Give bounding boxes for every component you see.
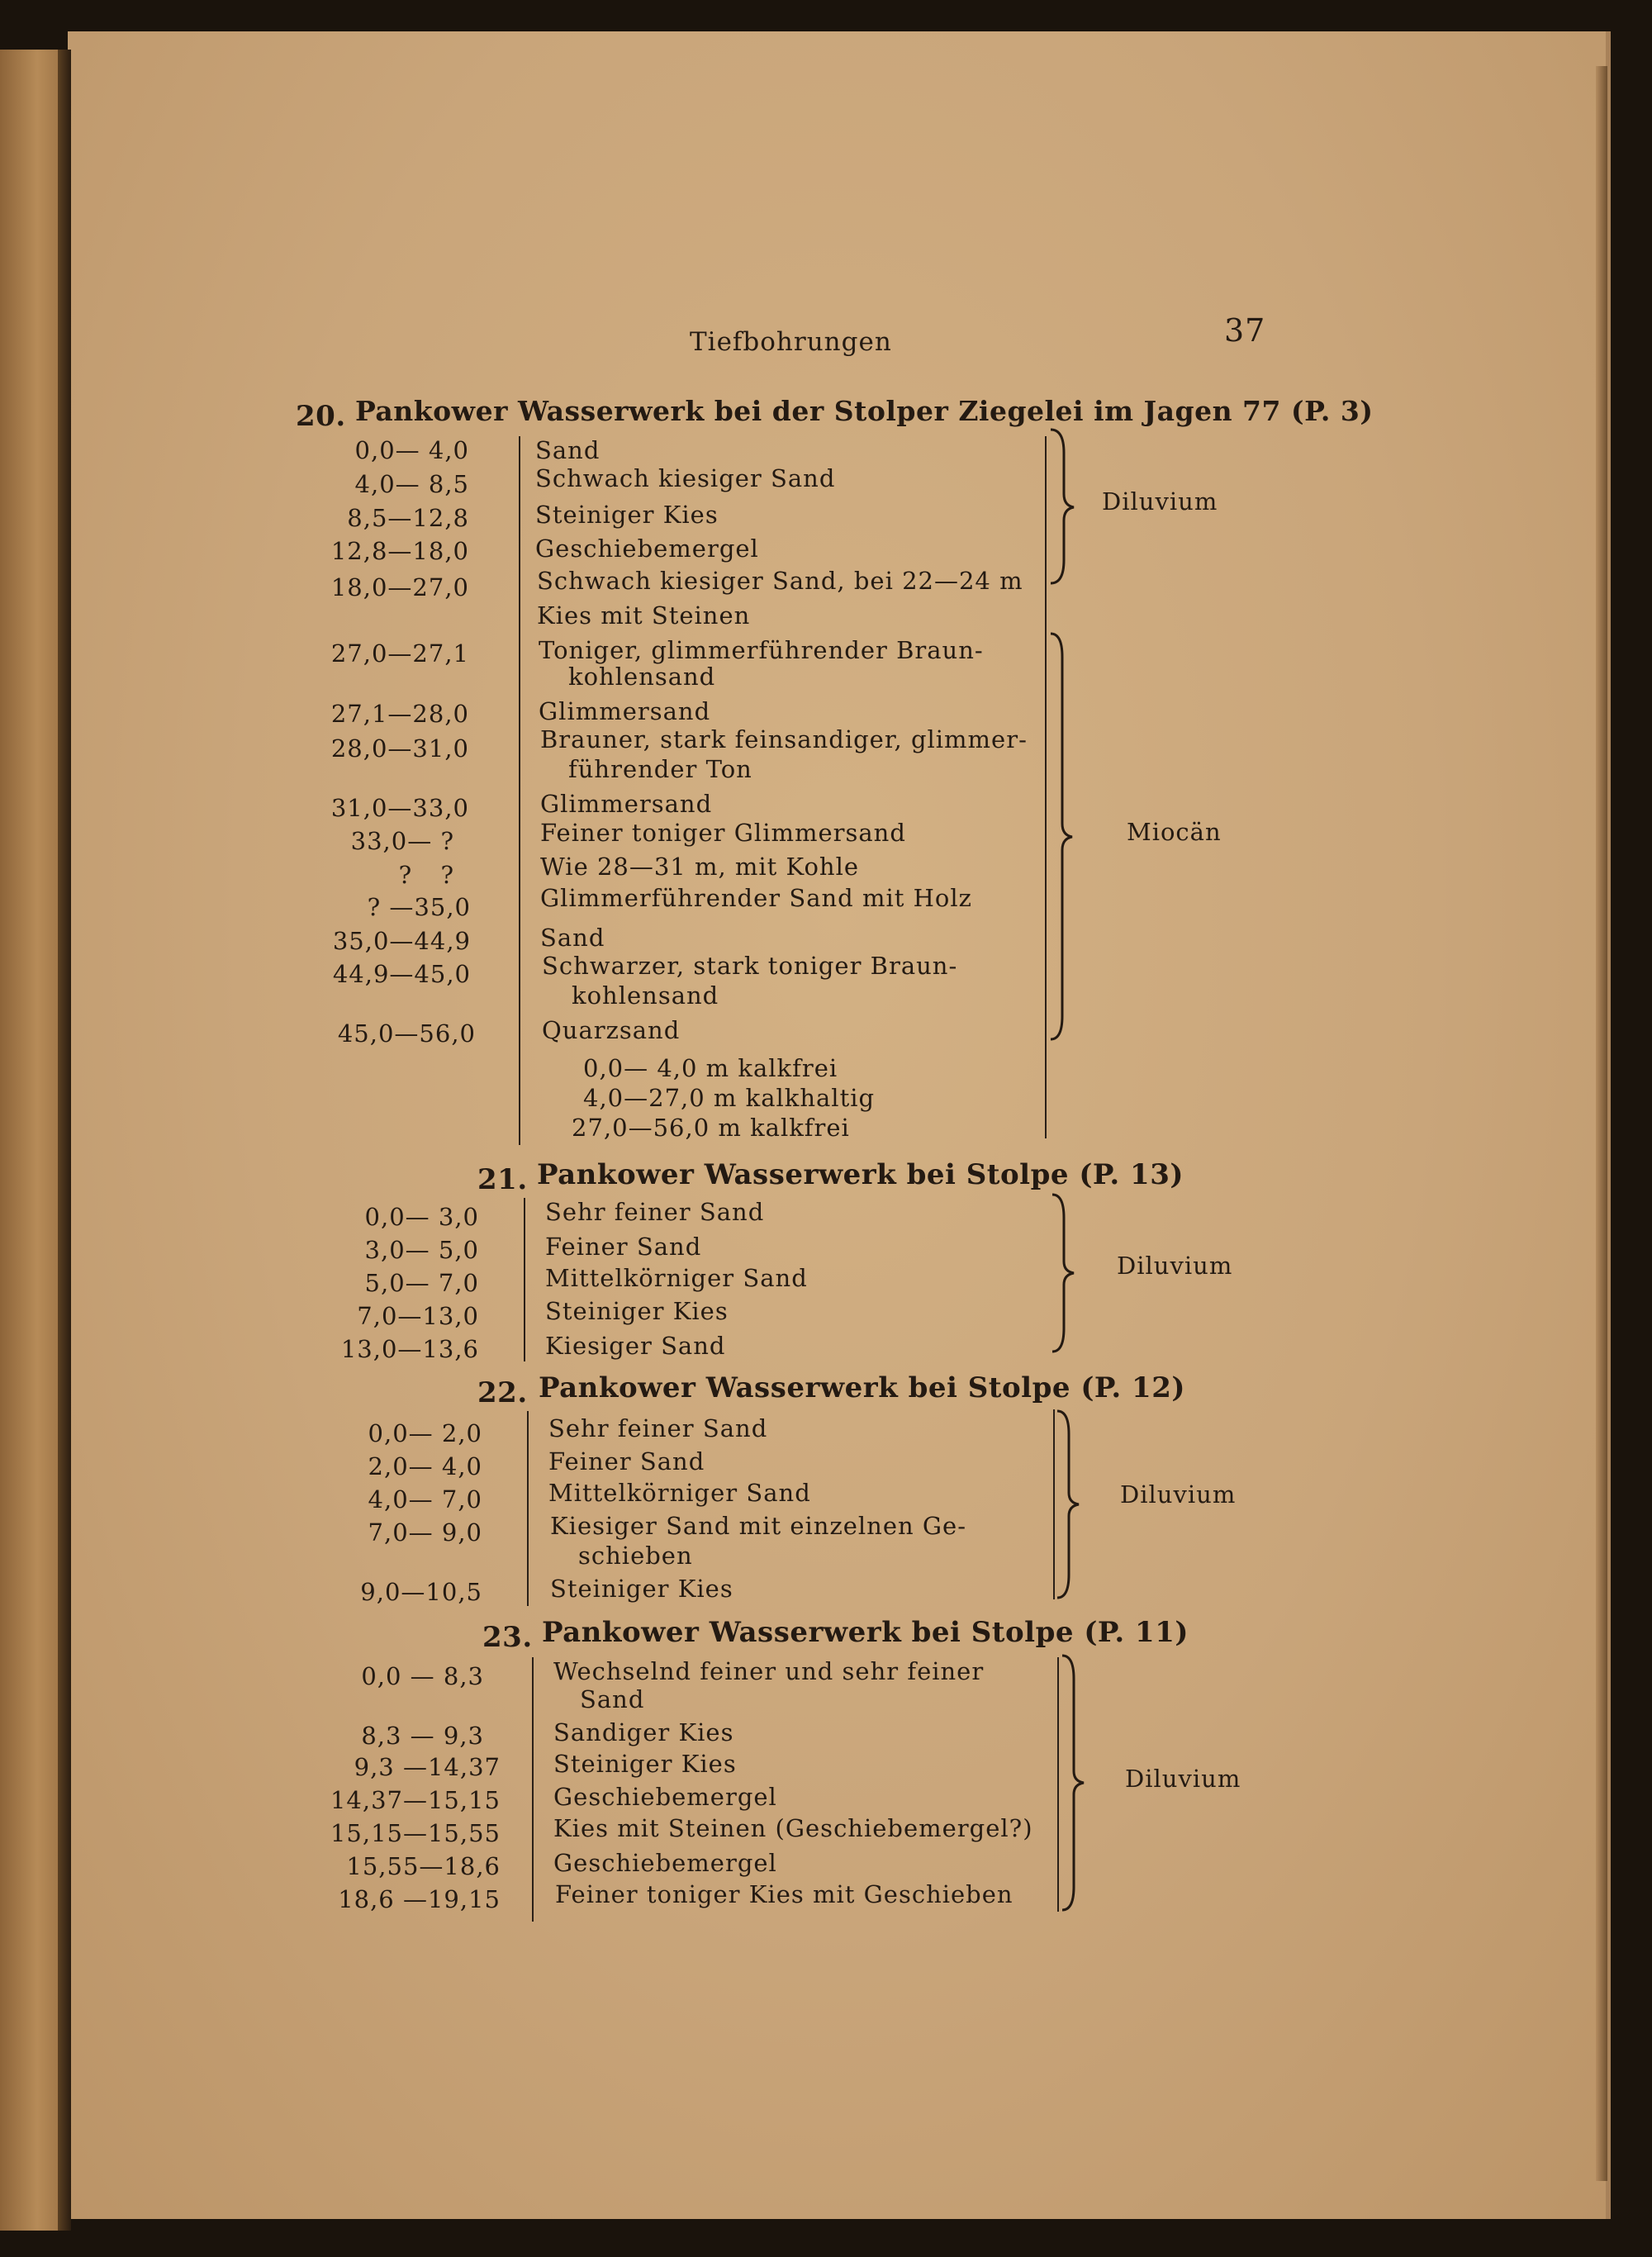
layer-description: Glimmersand (540, 790, 713, 818)
section-title: Pankower Wasserwerk bei Stolpe (P. 12) (539, 1371, 1185, 1404)
depth-range: 8,5—12,8 (347, 504, 469, 532)
layer-description: Schwach kiesiger Sand, bei 22—24 m (537, 567, 1023, 595)
depth-range: 15,15—15,55 (330, 1819, 501, 1847)
column-rule (519, 436, 520, 1145)
layer-description: Kiesiger Sand mit einzelnen Ge- (550, 1512, 967, 1540)
depth-range: 0,0— 2,0 (368, 1419, 482, 1447)
layer-description: Geschiebemergel (535, 535, 759, 563)
layer-description: Feiner Sand (545, 1233, 702, 1261)
calcium-note: 27,0—56,0 m kalkfrei (572, 1114, 850, 1142)
layer-description: Geschiebemergel (553, 1783, 777, 1811)
layer-description: Brauner, stark feinsandiger, glimmer- (540, 725, 1028, 753)
layer-description: Schwach kiesiger Sand (535, 464, 836, 492)
stratigraphy-label: Diluvium (1120, 1480, 1237, 1509)
depth-range: 45,0—56,0 (337, 1019, 476, 1048)
depth-range: 7,0—13,0 (357, 1302, 479, 1330)
depth-range: 9,3 —14,37 (354, 1753, 501, 1781)
depth-range: 44,9—45,0 (332, 960, 471, 988)
curly-brace (1059, 1654, 1092, 1912)
layer-description: Steiniger Kies (550, 1575, 733, 1603)
depth-range: 33,0— ? (350, 827, 454, 855)
depth-range: 31,0—33,0 (330, 794, 469, 822)
depth-range: 5,0— 7,0 (364, 1269, 479, 1297)
curly-brace (1049, 1193, 1082, 1353)
depth-range: 18,0—27,0 (330, 573, 469, 601)
section-title: Pankower Wasserwerk bei der Stolper Ziegelei im Jagen 77 (P. 3) (355, 395, 1374, 427)
depth-range: 27,1—28,0 (330, 700, 469, 728)
layer-description: Glimmerführender Sand mit Holz (540, 884, 972, 912)
stratigraphy-label: Diluvium (1125, 1765, 1241, 1793)
page-number: 37 (1224, 312, 1266, 349)
calcium-note: 4,0—27,0 m kalkhaltig (583, 1084, 876, 1112)
layer-description: Feiner toniger Kies mit Geschieben (555, 1880, 1014, 1908)
layer-description: schieben (578, 1542, 693, 1570)
layer-description: Kies mit Steinen (Geschiebemergel?) (553, 1814, 1033, 1842)
section-number: 23. (482, 1621, 533, 1654)
depth-range: 28,0—31,0 (330, 734, 469, 763)
curly-brace (1046, 428, 1079, 585)
layer-description: Quarzsand (542, 1016, 681, 1044)
stratigraphy-label: Diluvium (1117, 1252, 1233, 1280)
stratigraphy-label: Miocän (1127, 818, 1222, 846)
column-rule (532, 1657, 534, 1922)
layer-description: Geschiebemergel (553, 1849, 777, 1877)
layer-description: Toniger, glimmerführender Braun- (539, 636, 984, 664)
layer-description: Wechselnd feiner und sehr feiner (553, 1657, 985, 1685)
layer-description: kohlensand (572, 981, 719, 1010)
column-rule (527, 1411, 529, 1606)
book-gutter (58, 50, 71, 2231)
depth-range: 2,0— 4,0 (368, 1452, 482, 1480)
layer-description: Glimmersand (539, 697, 711, 725)
layer-description: Wie 28—31 m, mit Kohle (540, 853, 860, 881)
depth-range: 7,0— 9,0 (368, 1518, 482, 1547)
depth-range: 0,0— 4,0 (354, 436, 469, 464)
layer-description: kohlensand (568, 663, 716, 691)
layer-description: Sandiger Kies (553, 1718, 734, 1746)
calcium-note: 0,0— 4,0 m kalkfrei (583, 1054, 838, 1082)
running-title: Tiefbohrungen (690, 327, 892, 357)
depth-range: 35,0—44,9 (332, 927, 471, 955)
depth-range: 18,6 —19,15 (338, 1885, 501, 1913)
depth-range: ? ? (398, 861, 454, 889)
depth-range: 9,0—10,5 (360, 1578, 482, 1606)
depth-range: 8,3 — 9,3 (361, 1722, 484, 1750)
layer-description: Mittelkörniger Sand (545, 1264, 808, 1292)
layer-description: führender Ton (568, 755, 752, 783)
layer-description: Feiner toniger Glimmersand (540, 819, 906, 847)
layer-description: Steiniger Kies (535, 501, 719, 529)
depth-range: 27,0—27,1 (330, 639, 469, 668)
depth-range: 14,37—15,15 (330, 1786, 501, 1814)
layer-description: Kies mit Steinen (537, 601, 751, 630)
curly-brace (1054, 1409, 1087, 1599)
section-title: Pankower Wasserwerk bei Stolpe (P. 11) (542, 1616, 1189, 1649)
layer-description: Kiesiger Sand (545, 1332, 726, 1360)
depth-range: 4,0— 8,5 (354, 470, 469, 498)
depth-range: 15,55—18,6 (346, 1852, 501, 1880)
column-rule (524, 1198, 525, 1361)
depth-range: 13,0—13,6 (340, 1335, 479, 1363)
depth-range: 3,0— 5,0 (364, 1236, 479, 1264)
section-number: 22. (477, 1376, 528, 1409)
layer-description: Sehr feiner Sand (548, 1414, 768, 1442)
section-number: 21. (477, 1163, 528, 1196)
depth-range: ? —35,0 (367, 893, 471, 921)
layer-description: Steiniger Kies (545, 1297, 729, 1325)
layer-description: Schwarzer, stark toniger Braun- (542, 952, 958, 980)
layer-description: Sand (535, 436, 601, 464)
depth-range: 0,0— 3,0 (364, 1203, 479, 1231)
depth-range: 0,0 — 8,3 (361, 1662, 484, 1690)
stratigraphy-label: Diluvium (1102, 487, 1218, 516)
layer-description: Steiniger Kies (553, 1750, 737, 1778)
layer-description: Mittelkörniger Sand (548, 1479, 811, 1507)
layer-description: Sand (540, 924, 605, 952)
section-title: Pankower Wasserwerk bei Stolpe (P. 13) (537, 1158, 1184, 1191)
page-stack-edge (1596, 66, 1607, 2181)
layer-description: Feiner Sand (548, 1447, 705, 1475)
curly-brace (1047, 632, 1080, 1041)
depth-range: 12,8—18,0 (330, 537, 469, 565)
section-number: 20. (296, 400, 346, 433)
layer-description: Sand (580, 1685, 645, 1713)
depth-range: 4,0— 7,0 (368, 1485, 482, 1513)
layer-description: Sehr feiner Sand (545, 1198, 765, 1226)
